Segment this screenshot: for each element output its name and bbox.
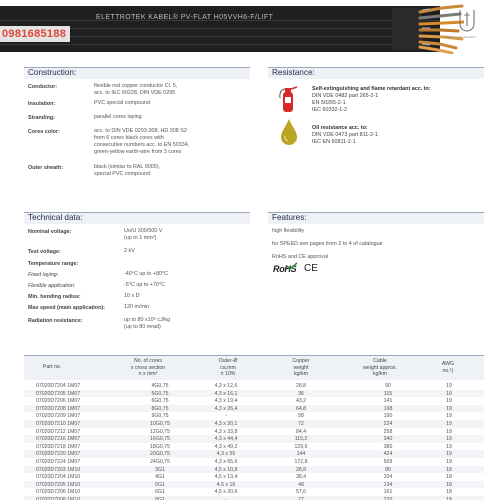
table-cell: 104 bbox=[383, 474, 393, 481]
table-cell: 220 bbox=[383, 497, 393, 500]
technical-label: Test voltage: bbox=[28, 249, 61, 255]
table-cell: 36 bbox=[298, 390, 304, 397]
construction-label: Insulation: bbox=[28, 101, 56, 107]
resistance-title: Resistance: bbox=[272, 68, 315, 77]
table-header bbox=[24, 355, 484, 380]
technical-label: Max speed (main application): bbox=[28, 305, 105, 311]
table-cell: 4,3 x 26,4 bbox=[214, 405, 238, 412]
table-cell: 84,4 bbox=[295, 428, 307, 435]
phone-number: 0981685188 bbox=[0, 26, 70, 42]
rohs-logo: RoHS bbox=[273, 264, 297, 274]
table-cell: 4,5 x 10,8 bbox=[214, 466, 238, 473]
features-line: RoHS and CE approval bbox=[272, 254, 329, 260]
table-cell: 28,8 bbox=[295, 466, 307, 473]
construction-value: PVC special compound bbox=[94, 100, 151, 106]
table-cell: 07020D7203 1M10 bbox=[36, 466, 81, 473]
table-cell: 19 bbox=[446, 443, 452, 450]
table-cell: 5G1 bbox=[155, 481, 165, 488]
table-cell: 12G0,75 bbox=[150, 428, 170, 435]
table-cell: 19 bbox=[446, 451, 452, 458]
cable-print-text: ELETTROTEK KABEL® PV-FLAT H05VVH6-F/LIFT bbox=[96, 14, 274, 21]
table-row bbox=[24, 450, 484, 458]
table-row bbox=[24, 428, 484, 436]
table-row bbox=[24, 435, 484, 443]
construction-value: black (similar to RAL 9005), special PVC compound bbox=[94, 164, 161, 177]
features-line: for SPEED see pages from 2 to 4 of catalogue bbox=[272, 241, 383, 247]
table-row bbox=[24, 397, 484, 405]
table-cell: 4,3 x 44,4 bbox=[214, 436, 238, 443]
table-cell: 90 bbox=[385, 383, 391, 389]
table-row bbox=[24, 458, 484, 466]
table-cell: 19 bbox=[446, 398, 452, 405]
table-cell: 07020D7206 1M07 bbox=[36, 398, 81, 405]
table-cell: 9G0,75 bbox=[151, 413, 169, 420]
table-cell: 172,8 bbox=[294, 459, 308, 465]
table-cell: 5G0,75 bbox=[151, 390, 169, 397]
fire-extinguisher-icon bbox=[277, 84, 299, 114]
table-cell: 07020D7204 1M07 bbox=[36, 383, 81, 389]
table-cell: 190 bbox=[383, 413, 393, 420]
technical-value: -40°C up to +80°C bbox=[124, 271, 169, 277]
table-cell: - bbox=[225, 497, 227, 500]
technical-label: Min. bending radius: bbox=[28, 294, 81, 300]
column-header: Outer-Ø ca.mm ± 10% bbox=[218, 358, 238, 378]
construction-title: Construction: bbox=[28, 68, 77, 77]
table-cell: 07020D7205 1M07 bbox=[36, 390, 81, 397]
column-header: AWG no.¹) bbox=[441, 361, 455, 374]
table-cell: 18 bbox=[446, 481, 452, 488]
table-cell: 57,6 bbox=[295, 489, 307, 496]
table-cell: 38,4 bbox=[295, 474, 307, 481]
table-cell: 07020D7216 1M07 bbox=[36, 436, 81, 443]
table-cell: 18 bbox=[446, 466, 452, 473]
oil-resistance-text: Oil resistance acc. to: DIN VDE 0473 part 811-2-1 IEC EN 60811-2-1 bbox=[312, 125, 378, 145]
table-cell: 18G0,75 bbox=[150, 443, 170, 450]
table-cell: 48 bbox=[298, 481, 304, 488]
technical-value: 10 x D bbox=[124, 293, 140, 299]
table-cell: 134 bbox=[383, 481, 393, 488]
table-row bbox=[24, 473, 484, 481]
table-row bbox=[24, 481, 484, 489]
table-cell: 19 bbox=[446, 428, 452, 435]
rohs-check-icon bbox=[286, 262, 298, 270]
table-cell: 07020D7218 1M07 bbox=[36, 443, 81, 450]
technical-label: Temperature range: bbox=[28, 261, 79, 267]
table-cell: 18 bbox=[446, 497, 452, 500]
table-cell: 424 bbox=[383, 451, 393, 458]
table-cell: - bbox=[225, 413, 227, 420]
table-cell: 340 bbox=[383, 436, 393, 443]
table-cell: 07020D7220 1M07 bbox=[36, 451, 81, 458]
company-logo-icon bbox=[452, 6, 482, 36]
technical-value: 2 kV bbox=[124, 248, 135, 254]
table-cell: 6G0,75 bbox=[151, 398, 169, 405]
table-cell: 258 bbox=[383, 428, 393, 435]
table-cell: 198 bbox=[383, 405, 393, 412]
column-header: Part no. bbox=[42, 364, 62, 370]
table-cell: 07020D7212 1M07 bbox=[36, 428, 81, 435]
table-cell: 8G0,75 bbox=[151, 405, 169, 412]
technical-label: Radiation resistance: bbox=[28, 318, 83, 324]
features-title: Features: bbox=[272, 213, 307, 222]
technical-value: 120 m/min bbox=[124, 304, 150, 310]
column-header: No. of cores x cross section n x mm² bbox=[130, 358, 166, 378]
technical-value: -5°C up to +70°C bbox=[124, 282, 166, 288]
table-cell: 10G0,75 bbox=[150, 421, 170, 427]
table-row bbox=[24, 382, 484, 390]
construction-label: Stranding: bbox=[28, 115, 55, 121]
table-cell: 115,2 bbox=[294, 436, 308, 443]
table-cell: 07020D7209 1M07 bbox=[36, 413, 81, 420]
table-cell: 64,8 bbox=[295, 405, 307, 412]
technical-value: up to 80 x10⁶ cJ/kg (up to 80 mrad) bbox=[124, 317, 170, 330]
table-row bbox=[24, 496, 484, 500]
table-cell: 4,3 x 30,1 bbox=[214, 421, 238, 427]
table-cell: 19 bbox=[446, 383, 452, 389]
table-cell: 07020D7205 1M10 bbox=[36, 481, 81, 488]
table-cell: 19 bbox=[446, 390, 452, 397]
table-cell: 509 bbox=[383, 459, 393, 465]
table-cell: 18 bbox=[446, 489, 452, 496]
table-cell: 24G0,75 bbox=[150, 459, 170, 465]
table-cell: 28,8 bbox=[295, 383, 307, 389]
construction-value: parallel cores laying bbox=[94, 114, 142, 120]
construction-label: Cores color: bbox=[28, 129, 60, 135]
technical-title: Technical data: bbox=[28, 213, 83, 222]
table-row bbox=[24, 466, 484, 474]
table-cell: 07020D7208 1M07 bbox=[36, 405, 81, 412]
table-cell: 4,3 x 49,2 bbox=[214, 443, 238, 450]
table-cell: 380 bbox=[383, 443, 393, 450]
table-cell: 8G1 bbox=[155, 497, 165, 500]
table-row bbox=[24, 443, 484, 451]
table-cell: 19 bbox=[446, 459, 452, 465]
table-row bbox=[24, 390, 484, 398]
construction-value: flexible red copper conductor Cl. 5, acc. to IEC 60228, DIN VDE 0295 bbox=[94, 83, 178, 96]
table-cell: 4,5 x 16 bbox=[216, 481, 236, 488]
table-cell: 4G1 bbox=[155, 474, 165, 481]
table-row bbox=[24, 405, 484, 413]
table-cell: 4G0,75 bbox=[151, 383, 169, 389]
table-row bbox=[24, 412, 484, 420]
table-cell: 4,5 x 13,4 bbox=[214, 474, 238, 481]
column-header: Copper weight kg/km bbox=[292, 358, 310, 378]
table-cell: 18 bbox=[446, 474, 452, 481]
table-cell: 43,2 bbox=[295, 398, 307, 405]
table-cell: 19 bbox=[446, 436, 452, 443]
table-cell: 19 bbox=[446, 405, 452, 412]
column-header: Cable weight approx. kg/km bbox=[363, 358, 397, 378]
technical-label: Flexible application: bbox=[28, 283, 76, 289]
table-cell: 161 bbox=[383, 489, 393, 496]
table-cell: 4,3 x 65,6 bbox=[214, 459, 238, 465]
table-cell: 16G0,75 bbox=[150, 436, 170, 443]
technical-label: Fixed laying: bbox=[28, 272, 59, 278]
table-cell: 4,3 x 16,1 bbox=[214, 390, 238, 397]
table-cell: 19 bbox=[446, 413, 452, 420]
table-cell: 4,3 x 19,4 bbox=[214, 398, 238, 405]
table-row bbox=[24, 488, 484, 496]
table-cell: 6G1 bbox=[155, 489, 165, 496]
table-cell: 72 bbox=[298, 421, 304, 427]
construction-value: acc. to DIN VDE 0293-308, HD 308 S2 from 6 cores black cores with consecutive numbers acc. to EN 50334, green-yellow earth-wire from 3 cores bbox=[94, 128, 190, 155]
table-cell: 07020D7224 1M07 bbox=[36, 459, 81, 465]
table-cell: 80 bbox=[385, 466, 391, 473]
table-cell: 58 bbox=[298, 413, 304, 420]
table-cell: 3G1 bbox=[155, 466, 165, 473]
logo-caption: Solutions for Elevators bbox=[446, 35, 477, 39]
table-cell: 07020D7204 1M10 bbox=[36, 474, 81, 481]
table-cell: 4,5 x 20,6 bbox=[214, 489, 238, 496]
table-cell: 144 bbox=[296, 451, 306, 458]
ce-mark: CE bbox=[304, 263, 318, 274]
table-cell: 224 bbox=[383, 421, 393, 427]
table-cell: 115 bbox=[383, 390, 393, 397]
table-cell: 77 bbox=[298, 497, 304, 500]
construction-label: Conductor: bbox=[28, 84, 58, 90]
table-cell: 4,3 x 55 bbox=[216, 451, 236, 458]
oil-drop-icon bbox=[280, 118, 298, 146]
table-cell: 4,3 x 12,6 bbox=[214, 383, 238, 389]
table-cell: 07020D7210 1M07 bbox=[36, 421, 81, 427]
table-cell: 07020D7206 1M10 bbox=[36, 489, 81, 496]
table-cell: 4,3 x 33,8 bbox=[214, 428, 238, 435]
features-line: high flexibility bbox=[272, 228, 305, 234]
flame-retardant-text: Self-extinguishing and flame retardant acc. to: DIN VDE 0482 part 265-2-1 EN 50265-2-1 IEC 60332-1-2 bbox=[312, 86, 431, 113]
table-cell: 20G0,75 bbox=[150, 451, 170, 458]
construction-label: Outer sheath: bbox=[28, 165, 64, 171]
technical-label: Nominal voltage: bbox=[28, 229, 72, 235]
table-cell: 129,6 bbox=[294, 443, 308, 450]
table-row bbox=[24, 420, 484, 428]
table-cell: 07020D7008 1M10 bbox=[36, 497, 81, 500]
table-cell: 141 bbox=[383, 398, 393, 405]
technical-value: Uo/U 300/500 V (up to 1 mm²) bbox=[124, 228, 163, 241]
table-cell: 19 bbox=[446, 421, 452, 427]
